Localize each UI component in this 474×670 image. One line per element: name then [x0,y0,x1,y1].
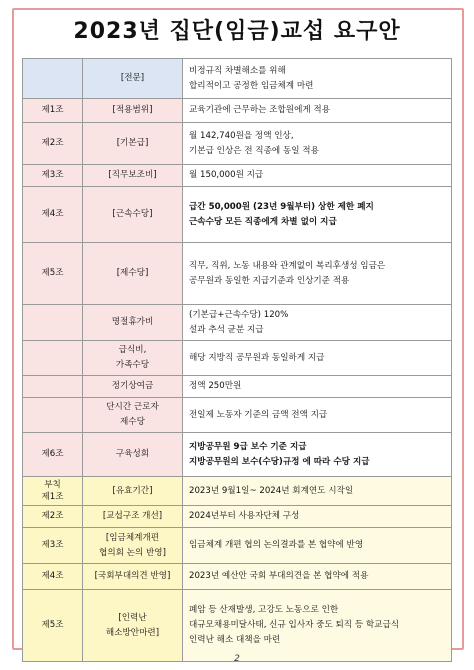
content-cell [183,59,452,99]
item-cell: [기본급] [83,123,183,165]
item-cell [83,590,183,662]
item-line: [임금체계개편 [105,532,160,543]
article-cell: 제4조 [23,564,83,590]
item-line: [인력난 [118,612,147,623]
item-cell: [직무보조비] [83,165,183,187]
table-row [23,165,452,187]
content-cell [183,243,452,305]
item-line: 단시간 근로자 [106,402,159,412]
item-cell: [국회부대의견 반영] [83,564,183,590]
content-cell [183,506,452,528]
item-cell [83,341,183,376]
content-cell [183,305,452,341]
article-cell: 제5조 [23,243,83,305]
content-line: 2024년부터 사용자단체 구성 [189,511,300,521]
content-line: 직무, 직위, 노동 내용와 관계없이 복리후생성 임금은 [189,260,386,271]
content-cell [183,433,452,477]
content-line: 근속수당 모든 직종에게 차별 없이 지급 [189,216,337,227]
content-line: 해당 지방직 공무원과 동일하게 지급 [189,352,325,363]
item-cell: 명절휴가비 [83,305,183,341]
content-line: 월 142,740원을 정액 인상, [189,130,294,141]
article-line: 부칙 [44,480,61,490]
content-line: 기본급 인상은 전 직종에 동일 적용 [189,145,319,156]
content-line: 급간 50,000원 (23년 9월부터) 상한 제한 폐지 [189,201,374,212]
table-row [23,477,452,506]
table-row [23,398,452,433]
content-cell [183,398,452,433]
table-row [23,99,452,123]
content-line: 폐암 등 산재발생, 고강도 노동으로 인한 [189,605,339,615]
content-line: 인력난 해소 대책을 마련 [189,635,281,645]
table-row [23,59,452,99]
article-cell [23,477,83,506]
item-cell: [유효기간] [83,477,183,506]
item-line: 협의회 논의 반영] [99,547,166,558]
content-line: 지방공무원 9급 보수 기준 지급 [189,441,307,452]
content-line: 임금체계 개편 협의 논의결과를 본 협약에 반영 [189,540,364,550]
article-cell [23,376,83,398]
article-cell: 제3조 [23,528,83,564]
content-cell [183,564,452,590]
table-row [23,243,452,305]
article-cell: 제6조 [23,433,83,477]
content-cell [183,590,452,662]
article-cell: 제5조 [23,590,83,662]
item-line: 제수당 [120,417,145,427]
content-line: 교육기관에 근무하는 조합원에게 적용 [189,105,331,115]
table-row [23,341,452,376]
content-line: 비정규직 차별해소를 위해 [189,65,286,76]
article-cell [23,305,83,341]
item-cell: [적용범위] [83,99,183,123]
table-row [23,433,452,477]
article-cell: 제2조 [23,506,83,528]
item-cell: [교섭구조 개선] [83,506,183,528]
table-row [23,187,452,243]
content-cell [183,477,452,506]
item-cell: 정기상여금 [83,376,183,398]
item-cell [83,528,183,564]
article-cell [23,398,83,433]
article-line: 제1조 [41,492,64,502]
item-cell [83,398,183,433]
item-cell: [근속수당] [83,187,183,243]
content-cell [183,376,452,398]
demands-table [22,58,452,662]
table-row [23,506,452,528]
table-row [23,123,452,165]
content-line: 월 150,000원 지급 [189,170,264,180]
table-row [23,376,452,398]
article-cell: 제1조 [23,99,83,123]
article-cell: 제3조 [23,165,83,187]
content-cell [183,341,452,376]
content-cell [183,165,452,187]
article-cell: 제2조 [23,123,83,165]
article-cell: 제4조 [23,187,83,243]
item-line: 해소방안마련] [105,627,160,638]
content-cell [183,187,452,243]
table-row [23,564,452,590]
content-line: (기본급+근속수당) 120% [189,309,289,320]
table-row [23,528,452,564]
table-row [23,305,452,341]
content-line: 공무원과 동일한 지급기준과 인상기준 적용 [189,275,350,286]
content-cell [183,99,452,123]
item-cell: [제수당] [83,243,183,305]
article-cell [23,59,83,99]
content-line: 설과 추석 균분 지급 [189,324,264,335]
item-line: 가족수당 [115,360,150,370]
item-cell: [전문] [83,59,183,99]
content-line: 전일제 노동자 기준의 금액 전액 지급 [189,409,328,420]
content-line: 지방공무원의 보수(수당)규정 에 따라 수당 지급 [189,456,370,467]
content-line: 2023년 9월1일~ 2024년 회계연도 시작일 [189,485,354,496]
table-row [23,590,452,662]
article-cell [23,341,83,376]
item-line: 급식비, [118,345,147,355]
document-title: 2023년 집단(임금)교섭 요구안 [73,19,401,44]
content-line: 합리적이고 공정한 임금체계 마련 [189,80,314,91]
content-cell [183,528,452,564]
item-cell: 구육성회 [83,433,183,477]
content-line: 정액 250만원 [189,381,242,391]
content-line: 2023년 예산안 국회 부대의견을 본 협약에 적용 [189,571,369,581]
content-line: 대규모채용미달사태, 신규 입사자 중도 퇴직 등 학교급식 [189,620,400,630]
content-cell [183,123,452,165]
page-number: 2 [234,654,240,664]
